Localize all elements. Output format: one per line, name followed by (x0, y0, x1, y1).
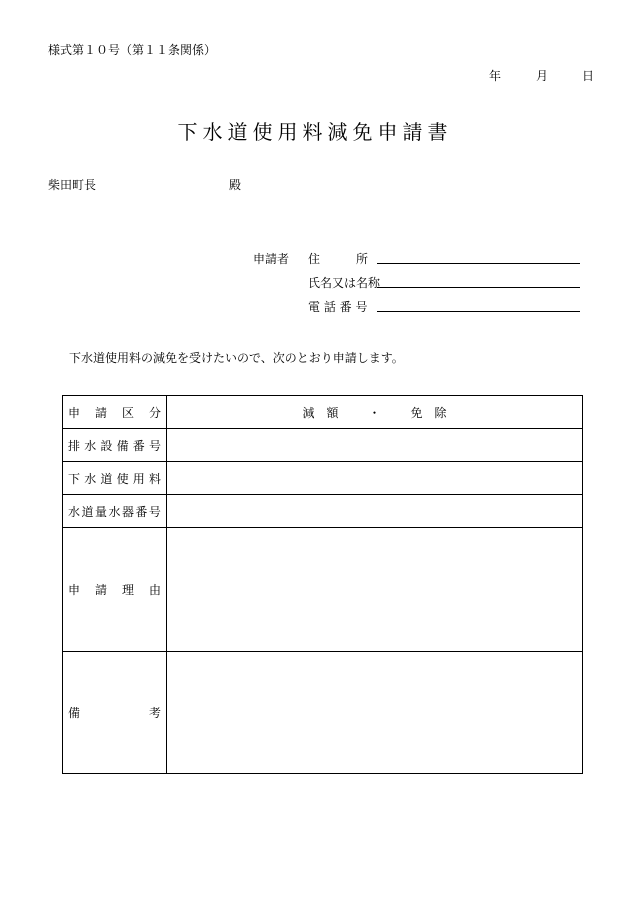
label-char: 使 (116, 471, 129, 486)
spread-label (68, 581, 161, 598)
date-day-label: 日 (582, 69, 595, 83)
address-label: 住 所 (308, 252, 369, 266)
application-type-choice[interactable] (166, 396, 582, 429)
table-row (63, 495, 583, 528)
phone-field[interactable] (377, 311, 580, 312)
label-char: 請 (94, 405, 107, 420)
row-label-sewer-fee (63, 462, 167, 495)
label-char: 備 (116, 438, 129, 453)
label-char: 道 (81, 504, 94, 519)
reason-field[interactable] (166, 528, 582, 652)
label-char: 水 (84, 438, 97, 453)
date-year-label: 年 (489, 69, 502, 83)
drainage-number-field[interactable] (166, 429, 582, 462)
label-char: 理 (121, 583, 134, 597)
label-char: 号 (148, 438, 161, 453)
table-row (63, 396, 583, 429)
form-number: 様式第１０号（第１１条関係） (48, 43, 217, 57)
table-row (63, 429, 583, 462)
row-label-application-type (63, 396, 167, 429)
spread-label (68, 704, 161, 721)
label-char: 番 (132, 438, 145, 453)
label-char: 料 (148, 471, 161, 486)
sewer-fee-field[interactable] (166, 462, 582, 495)
row-label-meter-number (63, 495, 167, 528)
label-char: 申 (68, 583, 81, 597)
label-char: 設 (100, 438, 113, 453)
label-char: 区 (121, 405, 134, 420)
meter-number-field[interactable] (166, 495, 582, 528)
label-char: 由 (148, 583, 161, 597)
choice-reduction[interactable]: 減 額 (302, 405, 339, 420)
intro-text: 下水道使用料の減免を受けたいので、次のとおり申請します。 (69, 351, 404, 365)
label-char: 用 (132, 471, 145, 486)
label-char: 排 (68, 438, 81, 453)
spread-label (68, 470, 161, 487)
label-char: 道 (100, 471, 113, 486)
row-label-remarks (63, 652, 167, 774)
choice-exemption[interactable]: 免 除 (410, 405, 447, 420)
choice-separator: ・ (368, 405, 381, 420)
label-char: 考 (148, 706, 161, 720)
row-label-drainage-number (63, 429, 167, 462)
application-table (62, 395, 583, 774)
spread-label (68, 404, 161, 421)
date-month-label: 月 (536, 69, 549, 83)
label-char: 請 (94, 583, 107, 597)
name-label: 氏名又は名称 (308, 276, 381, 290)
table-row (63, 652, 583, 774)
table-row (63, 528, 583, 652)
spread-label (68, 503, 161, 520)
label-char: 水 (68, 504, 81, 519)
label-char: 申 (68, 405, 81, 420)
applicant-label: 申請者 (253, 252, 290, 266)
document-title: 下水道使用料減免申請書 (177, 120, 453, 144)
label-char: 水 (108, 504, 121, 519)
spread-label (68, 437, 161, 454)
phone-label: 電 話 番 号 (308, 300, 368, 314)
label-char: 分 (148, 405, 161, 420)
name-field[interactable] (377, 287, 580, 288)
row-label-reason (63, 528, 167, 652)
address-field[interactable] (377, 263, 580, 264)
addressee-honorific: 殿 (229, 178, 242, 192)
label-char: 号 (148, 504, 161, 519)
addressee-name: 柴田町長 (48, 178, 97, 192)
label-char: 量 (94, 504, 107, 519)
label-char: 下 (68, 471, 81, 486)
label-char: 番 (135, 504, 148, 519)
label-char: 水 (84, 471, 97, 486)
label-char: 備 (68, 706, 81, 720)
remarks-field[interactable] (166, 652, 582, 774)
label-char: 器 (121, 504, 134, 519)
table-row (63, 462, 583, 495)
